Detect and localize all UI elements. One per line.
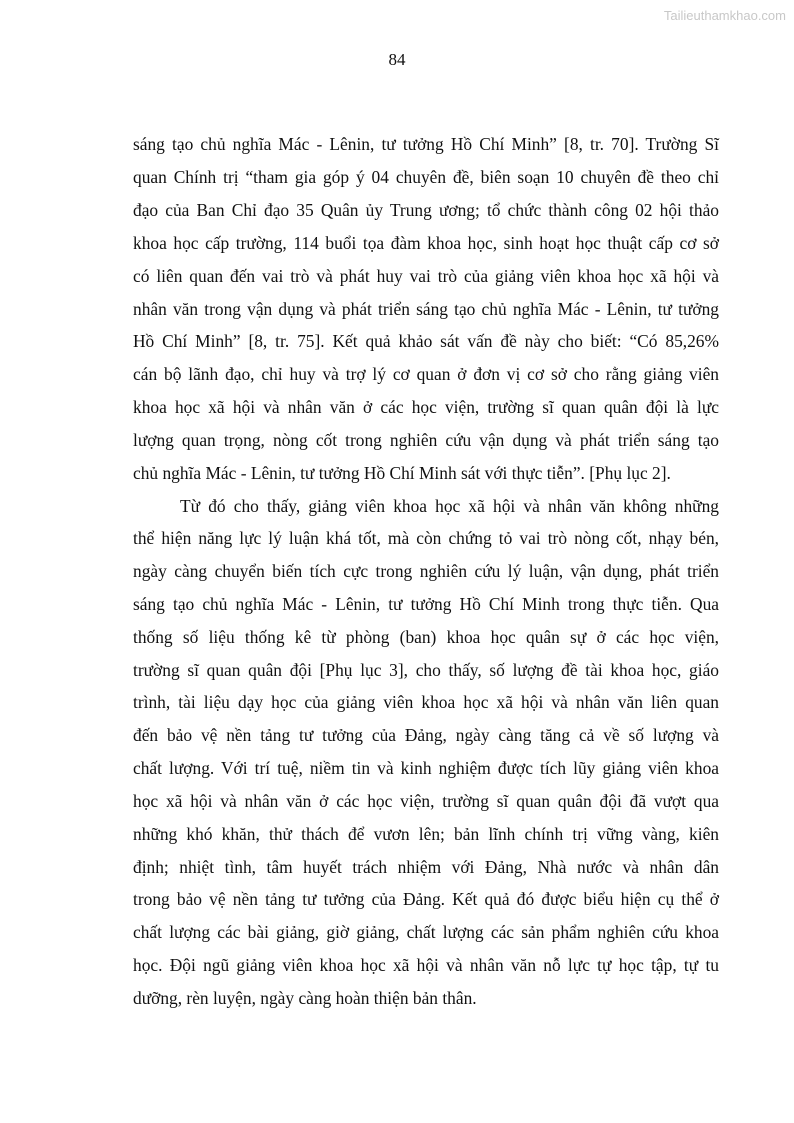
- page-number: 84: [388, 50, 406, 69]
- text-line: dưỡng, rèn luyện, ngày càng hoàn thiện bản thân.: [133, 988, 477, 1008]
- text-line: thể hiện năng lực lý luận khá tốt, mà còn chứng tỏ vai trò nòng cốt, nhạy bén,: [133, 528, 719, 548]
- text-line: Từ đó cho thấy, giảng viên khoa học xã hội và nhân văn không những: [180, 496, 719, 516]
- text-line: trong bảo vệ nền tảng tư tưởng của Đảng. Kết quả đó được biểu hiện cụ thể ở: [133, 889, 719, 909]
- text-line: chủ nghĩa Mác - Lênin, tư tưởng Hồ Chí Minh sát với thực tiễn”. [Phụ lục 2].: [133, 463, 671, 483]
- text-line: đến bảo vệ nền tảng tư tưởng của Đảng, ngày càng tăng cả về số lượng và: [133, 725, 719, 745]
- text-line: chất lượng. Với trí tuệ, niềm tin và kinh nghiệm được tích lũy giảng viên khoa: [133, 758, 719, 778]
- text-line: lượng quan trọng, nòng cốt trong nghiên cứu vận dụng và phát triển sáng tạo: [133, 430, 719, 450]
- text-line: cán bộ lãnh đạo, chỉ huy và trợ lý cơ quan ở đơn vị cơ sở cho rằng giảng viên: [133, 364, 719, 384]
- text-line: thống số liệu thống kê từ phòng (ban) khoa học quân sự ở các học viện,: [133, 627, 719, 647]
- text-line: ngày càng chuyển biến tích cực trong nghiên cứu lý luận, vận dụng, phát triển: [133, 561, 719, 581]
- text-line: đạo của Ban Chỉ đạo 35 Quân ủy Trung ương; tổ chức thành công 02 hội thảo: [133, 200, 719, 220]
- text-line: Hồ Chí Minh” [8, tr. 75]. Kết quả khảo sát vấn đề này cho biết: “Có 85,26%: [133, 331, 719, 351]
- text-line: sáng tạo chủ nghĩa Mác - Lênin, tư tưởng Hồ Chí Minh trong thực tiễn. Qua: [133, 594, 719, 614]
- text-line: có liên quan đến vai trò và phát huy vai trò của giảng viên khoa học xã hội và: [133, 266, 719, 286]
- text-line: định; nhiệt tình, tâm huyết trách nhiệm với Đảng, Nhà nước và nhân dân: [133, 857, 719, 877]
- text-line: khoa học xã hội và nhân văn ở các học viện, trường sĩ quan quân đội là lực: [133, 397, 719, 417]
- text-line: quan Chính trị “tham gia góp ý 04 chuyên đề, biên soạn 10 chuyên đề theo chỉ: [133, 167, 719, 187]
- watermark: Tailieuthamkhao.com: [663, 8, 786, 23]
- text-line: chất lượng các bài giảng, giờ giảng, chất lượng các sản phẩm nghiên cứu khoa: [133, 922, 719, 942]
- text-line: học. Đội ngũ giảng viên khoa học xã hội và nhân văn nỗ lực tự học tập, tự tu: [133, 955, 719, 975]
- text-line: khoa học cấp trường, 114 buổi tọa đàm khoa học, sinh hoạt học thuật cấp cơ sở: [133, 233, 719, 253]
- text-line: sáng tạo chủ nghĩa Mác - Lênin, tư tưởng Hồ Chí Minh” [8, tr. 70]. Trường Sĩ: [133, 134, 719, 154]
- text-line: trình, tài liệu dạy học của giảng viên khoa học xã hội và nhân văn liên quan: [133, 692, 719, 712]
- text-line: nhân văn trong vận dụng và phát triển sáng tạo chủ nghĩa Mác - Lênin, tư tưởng: [133, 299, 719, 319]
- text-line: những khó khăn, thử thách để vươn lên; bản lĩnh chính trị vững vàng, kiên: [133, 824, 719, 844]
- text-line: học xã hội và nhân văn ở các học viện, trường sĩ quan quân đội đã vượt qua: [133, 791, 719, 811]
- text-line: trường sĩ quan quân đội [Phụ lục 3], cho thấy, số lượng đề tài khoa học, giáo: [133, 660, 719, 680]
